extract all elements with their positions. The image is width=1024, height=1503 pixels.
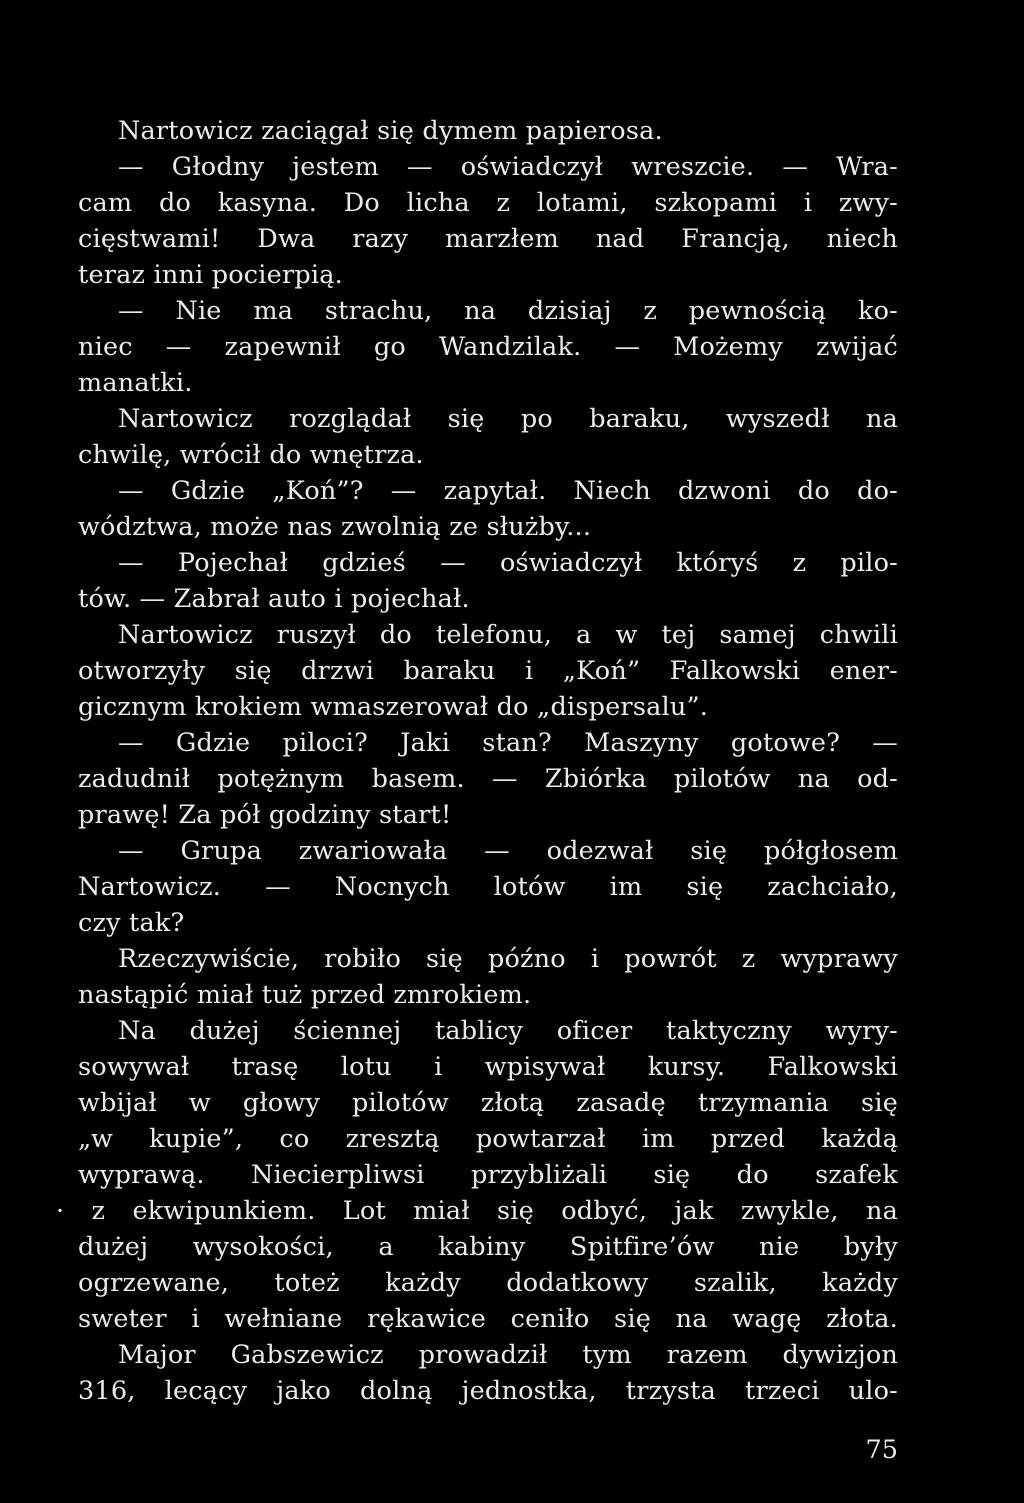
text-line: ogrzewane, toteż każdy dodatkowy szalik, każdy xyxy=(78,1268,898,1298)
text-line: — Gdzie „Koń”? — zapytał. Niech dzwoni do do- xyxy=(118,476,898,506)
text-line: chwilę, wrócił do wnętrza. xyxy=(78,440,424,470)
text-line: — Głodny jestem — oświadczył wreszcie. — Wra- xyxy=(118,152,898,182)
text-line: 316, lecący jako dolną jednostka, trzysta trzeci ulo- xyxy=(78,1376,898,1406)
text-line: — Gdzie piloci? Jaki stan? Maszyny gotowe? — xyxy=(118,728,898,758)
text-line: — Nie ma strachu, na dzisiaj z pewnością ko- xyxy=(118,296,898,326)
text-line: Major Gabszewicz prowadził tym razem dywizjon xyxy=(118,1340,898,1370)
page-number: 75 xyxy=(865,1435,898,1465)
text-line: prawę! Za pół godziny start! xyxy=(78,800,452,830)
text-line: nastąpić miał tuż przed zmrokiem. xyxy=(78,980,532,1010)
text-line: sowywał trasę lotu i wpisywał kursy. Falkowski xyxy=(78,1052,898,1082)
text-line: Rzeczywiście, robiło się późno i powrót z wyprawy xyxy=(118,944,898,974)
text-line: Nartowicz. — Nocnych lotów im się zachciało, xyxy=(78,872,898,902)
text-line: „w kupie”, co zresztą powtarzał im przed każdą xyxy=(78,1124,898,1154)
text-line: zadudnił potężnym basem. — Zbiórka pilotów na od- xyxy=(78,764,898,794)
text-line: teraz inni pocierpią. xyxy=(78,260,343,290)
text-line: Nartowicz ruszył do telefonu, a w tej samej chwili xyxy=(118,620,898,650)
text-line: cam do kasyna. Do licha z lotami, szkopami i zwy- xyxy=(78,188,898,218)
text-line: — Grupa zwariowała — odezwał się półgłosem xyxy=(118,836,898,866)
text-line: wyprawą. Niecierpliwsi przybliżali się do szafek xyxy=(78,1160,898,1190)
text-line: manatki. xyxy=(78,368,193,398)
text-line: Nartowicz zaciągał się dymem papierosa. xyxy=(118,116,663,146)
text-line: Na dużej ściennej tablicy oficer taktyczny wyry- xyxy=(118,1016,898,1046)
text-line: — Pojechał gdzieś — oświadczył któryś z pilo- xyxy=(118,548,898,578)
text-line: wództwa, może nas zwolnią ze służby... xyxy=(78,512,592,542)
text-line: dużej wysokości, a kabiny Spitfire’ów nie były xyxy=(78,1232,898,1262)
text-line: czy tak? xyxy=(78,908,185,938)
text-line: gicznym krokiem wmaszerował do „dispersalu”. xyxy=(78,692,709,722)
text-line: · z ekwipunkiem. Lot miał się odbyć, jak zwykle, na xyxy=(56,1196,898,1226)
text-line: tów. — Zabrał auto i pojechał. xyxy=(78,584,470,614)
text-line: Nartowicz rozglądał się po baraku, wyszedł na xyxy=(118,404,898,434)
text-line: sweter i wełniane rękawice ceniło się na wagę złota. xyxy=(78,1304,898,1334)
text-line: niec — zapewnił go Wandzilak. — Możemy zwijać xyxy=(78,332,898,362)
text-line: otworzyły się drzwi baraku i „Koń” Falkowski ener- xyxy=(78,656,898,686)
text-line: wbijał w głowy pilotów złotą zasadę trzymania się xyxy=(78,1088,898,1118)
text-line: cięstwami! Dwa razy marzłem nad Francją, niech xyxy=(78,224,898,254)
